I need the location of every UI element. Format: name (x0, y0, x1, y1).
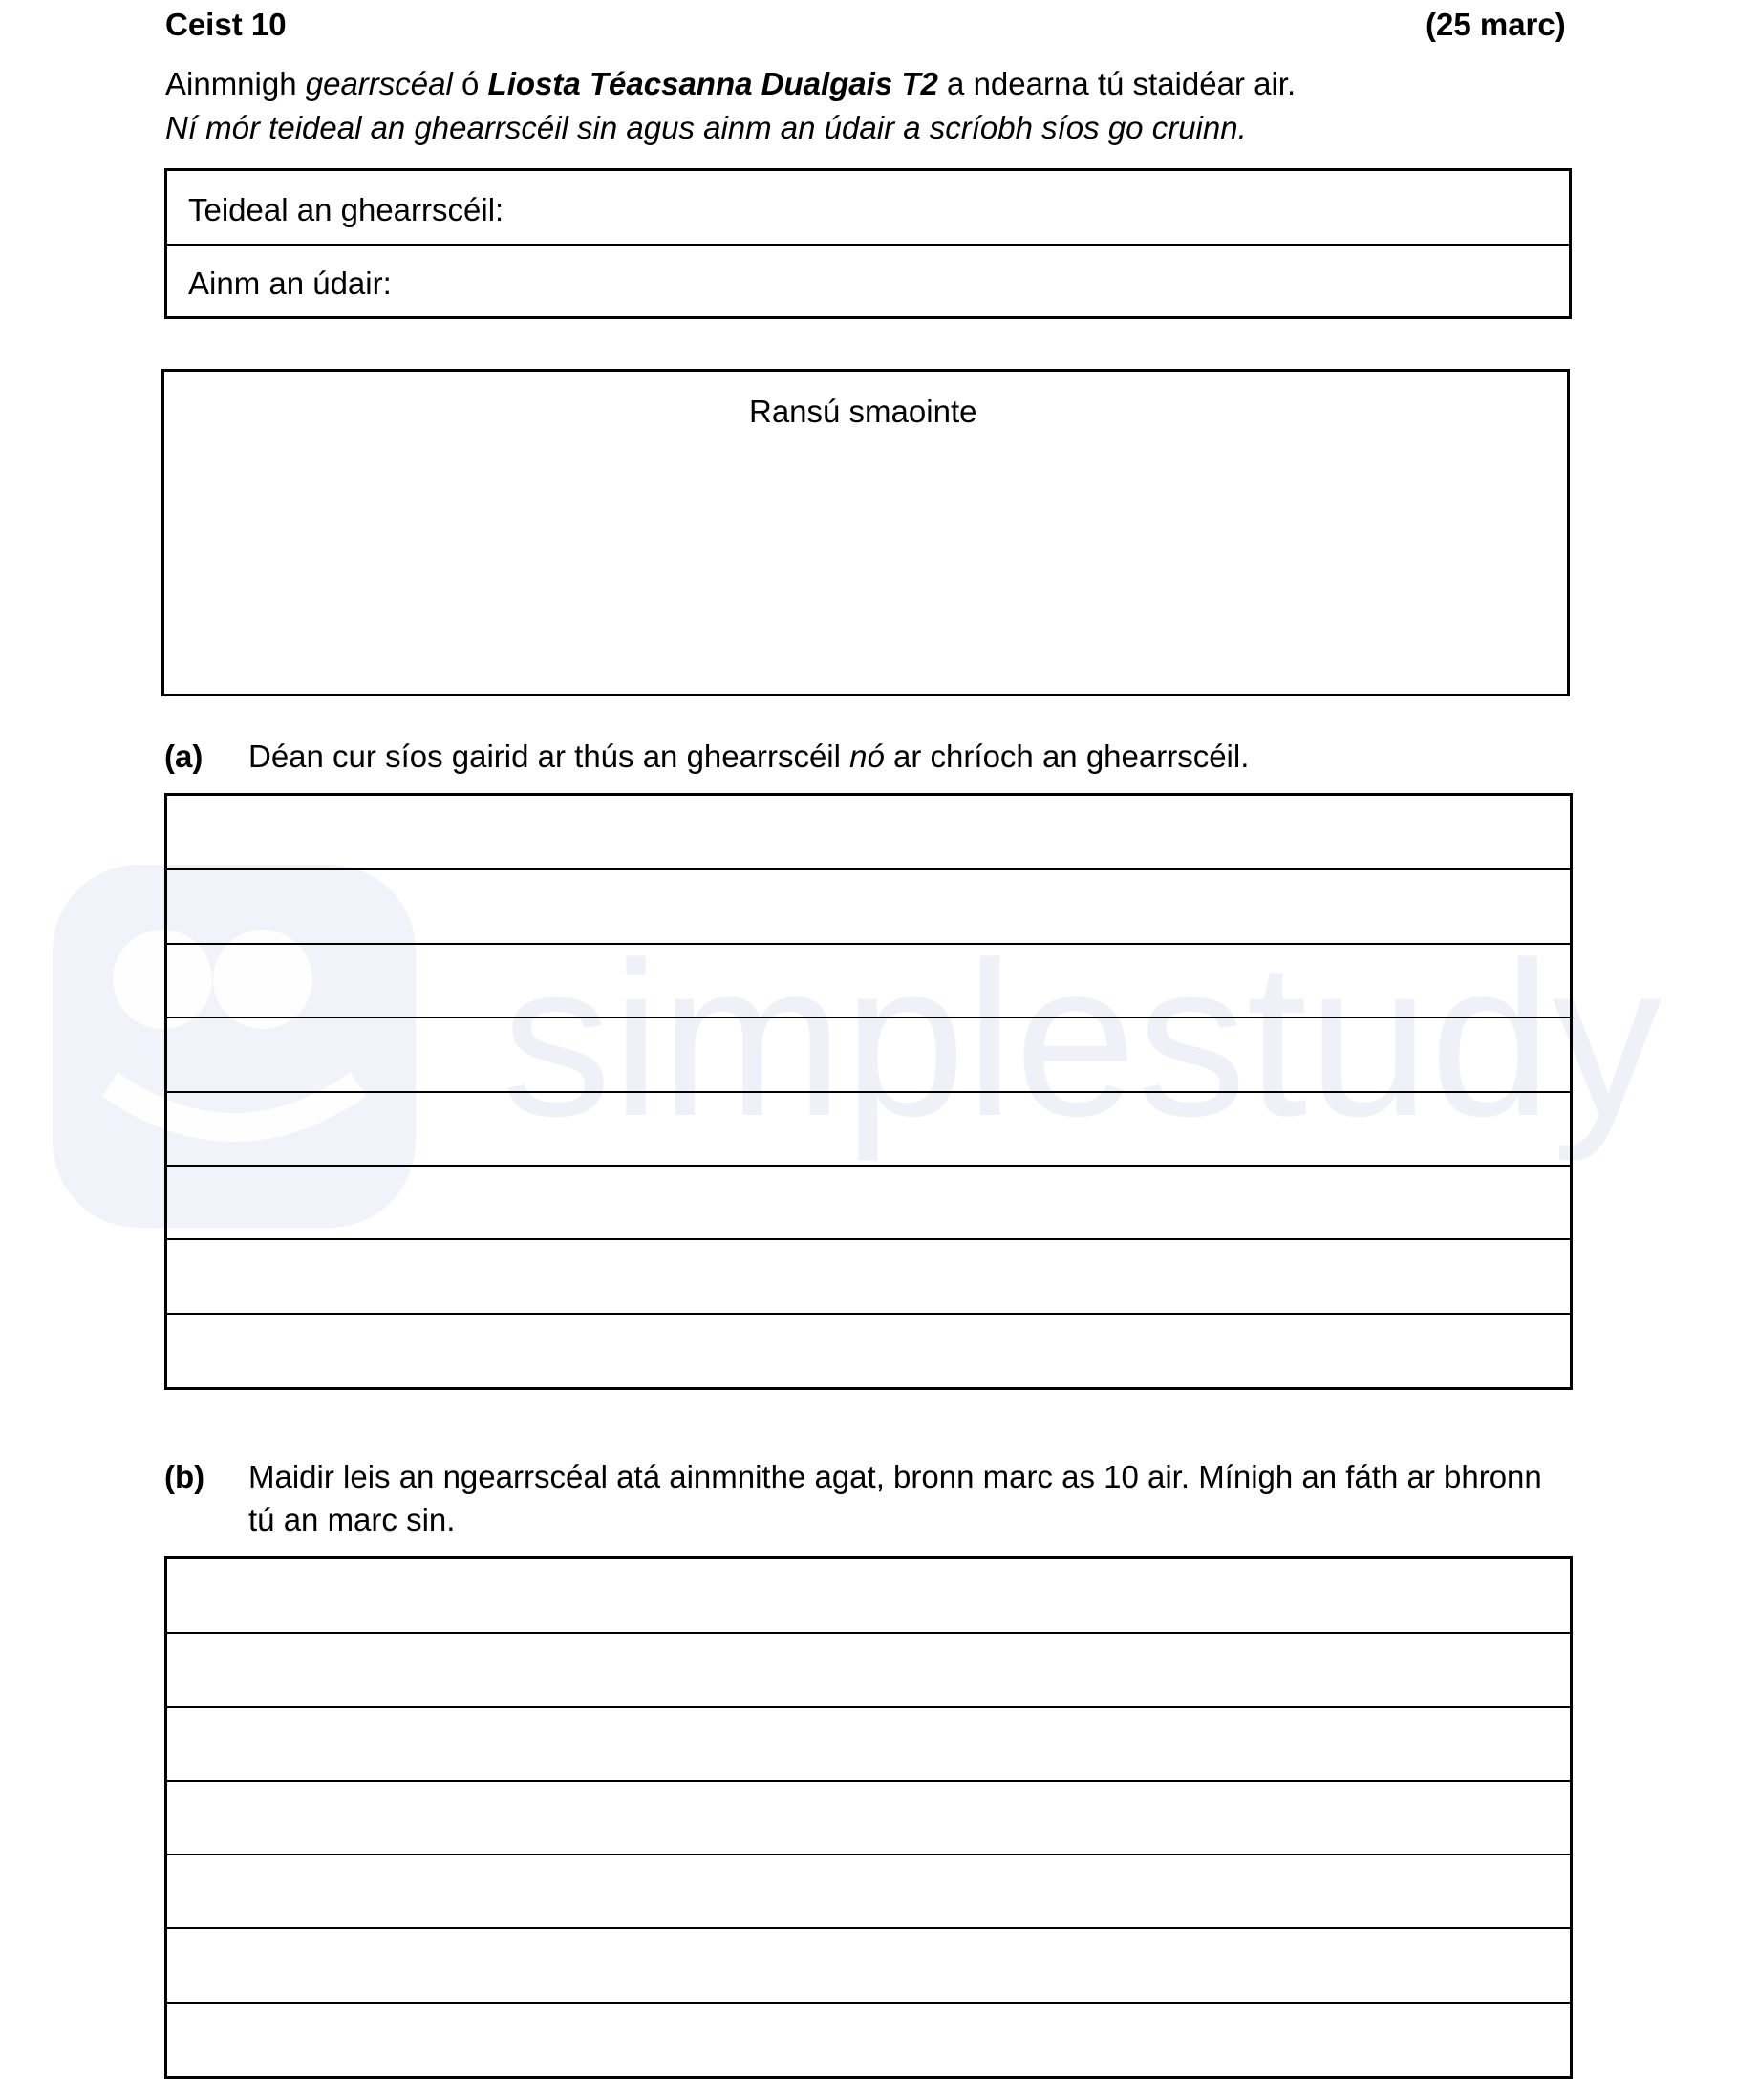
part-a-answer-line (167, 943, 1570, 945)
part-b-answer-box[interactable] (164, 1556, 1573, 2079)
part-a-marker: (a) (164, 739, 204, 774)
part-b-answer-line (167, 1632, 1570, 1634)
part-a-answer-line (167, 1091, 1570, 1093)
part-b-answer-line (167, 1706, 1570, 1708)
part-b-marker: (b) (164, 1459, 205, 1494)
instruction-line-2: Ní mór teideal an ghearrscéil sin agus ainm an údair a scríobh síos go cruinn. (165, 110, 1247, 145)
part-a-answer-box[interactable] (164, 793, 1573, 1390)
part-b-answer-line (167, 1780, 1570, 1782)
author-field-label: Ainm an údair: (188, 266, 392, 301)
part-b-answer-line (167, 1854, 1570, 1855)
brainstorm-label: Ransú smaointe (749, 394, 977, 429)
title-field-label: Teideal an ghearrscéil: (188, 192, 504, 227)
brainstorm-box[interactable] (161, 369, 1570, 696)
part-b-answer-line (167, 2002, 1570, 2004)
part-b-question-line-2: tú an marc sin. (248, 1502, 456, 1537)
marks-total: (25 marc) (1426, 7, 1566, 42)
watermark-text: simplestudy (502, 916, 1662, 1162)
part-a-answer-line (167, 1017, 1570, 1018)
part-b-answer-line (167, 1927, 1570, 1929)
details-box (164, 168, 1572, 319)
part-a-question: Déan cur síos gairid ar thús an ghearrscéil nó ar chríoch an ghearrscéil. (248, 739, 1250, 774)
part-a-answer-line (167, 1165, 1570, 1167)
part-a-answer-line (167, 1313, 1570, 1315)
details-divider (167, 244, 1569, 246)
part-a-answer-line (167, 868, 1570, 870)
question-number: Ceist 10 (165, 7, 287, 42)
part-b-question-line-1: Maidir leis an ngearrscéal atá ainmnithe agat, bronn marc as 10 air. Mínigh an fáth ar bhronn (248, 1459, 1542, 1494)
instruction-line-1: Ainmnigh gearrscéal ó Liosta Téacsanna Dualgais T2 a ndearna tú staidéar air. (165, 66, 1297, 101)
part-a-answer-line (167, 1238, 1570, 1240)
